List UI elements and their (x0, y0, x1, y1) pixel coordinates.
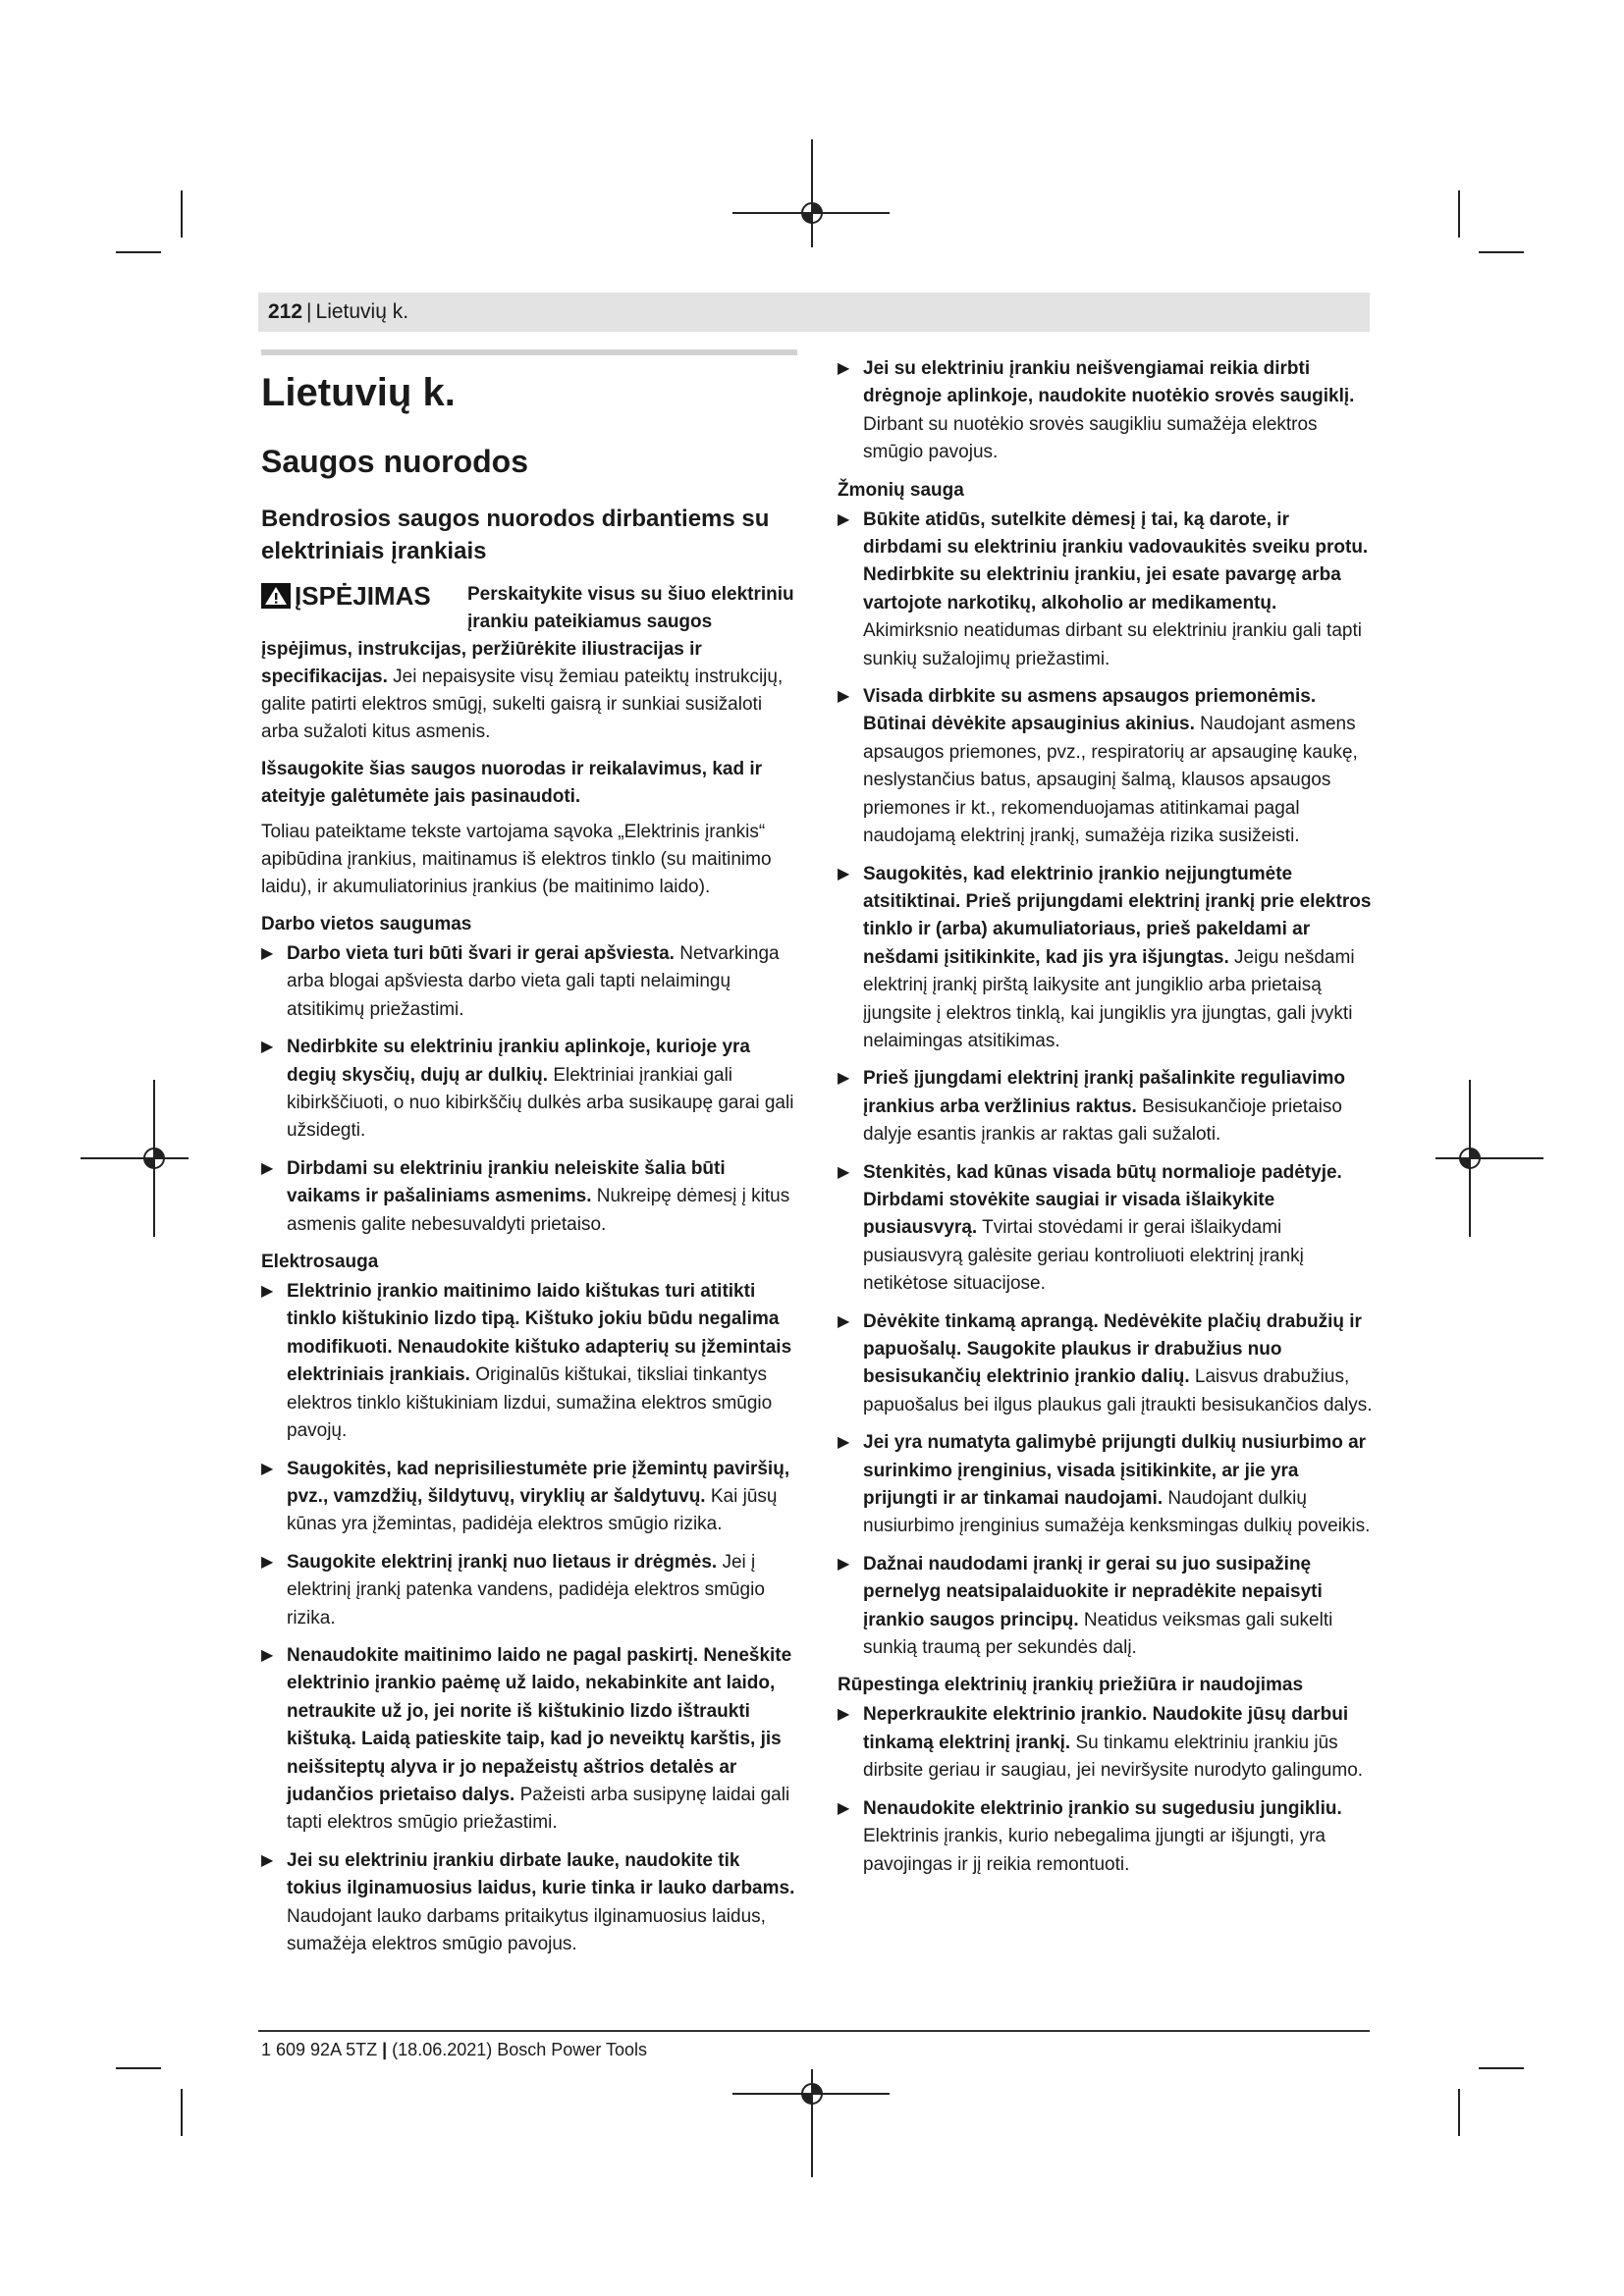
triangle-right-icon: ▶ (838, 865, 850, 882)
warning-lead: Perskaitykite visus su šiuo elektriniu įrankiu pateikiamus saugos (467, 584, 794, 632)
item-text: Dirbant su nuotėkio srovės saugikliu sumažėja elektros smūgio pavojus. (863, 413, 1318, 463)
list-item (261, 1155, 797, 1239)
section-title: Saugos nuorodos (261, 444, 528, 479)
work-area-title: Darbo vietos saugumas (261, 914, 472, 934)
header-separator: | (306, 300, 312, 323)
triangle-right-icon: ▶ (838, 360, 850, 377)
list-item (838, 507, 1373, 673)
item-bold: Dirbdami su elektriniu įrankiu neleiskite šalia būti vaikams ir pašaliniams asmenims. (287, 1157, 726, 1207)
triangle-right-icon: ▶ (261, 1553, 274, 1571)
list-item (261, 940, 797, 1024)
right-column (838, 355, 1373, 1889)
crop-mark (181, 190, 183, 238)
list-item (838, 1308, 1373, 1420)
list-item (838, 1795, 1373, 1879)
item-bold: Saugokitės, kad neprisiliestumėte prie įžemintų paviršių, pvz., vamzdžių, šildytuvų, viryklių ar šaldytuvų. (287, 1458, 790, 1507)
header-text (268, 298, 408, 326)
care-list (838, 1701, 1373, 1878)
triangle-right-icon: ▶ (838, 1312, 850, 1330)
item-text: Netvarkinga arba blogai apšviesta darbo vieta gali tapti nelaimingų atsitikimų priežastimi. (287, 943, 780, 1020)
list-item (838, 683, 1373, 850)
item-text: Jeigu nešdami elektrinį įrankį pirštą laikysite ant jungiklio arba prietaisą įjungsite į elektros tinklą, kai jungiklis yra įjungtas, gali įvykti nelaimingas atsitikimas. (863, 946, 1355, 1051)
keep-instructions: Išsaugokite šias saugos nuorodas ir reikalavimus, kad ir ateityje galėtumėte jais pasinaudoti. (261, 759, 763, 807)
item-bold: Saugokite elektrinį įrankį nuo lietaus ir drėgmės. (287, 1551, 718, 1573)
definition-paragraph: Toliau pateiktame tekste vartojama sąvoka „Elektrinis įrankis“ apibūdina įrankius, maitinamus iš elektros tinklo (su maitinimo laidu), ir akumuliatorinius įrankius (be maitinimo laido). (261, 822, 772, 897)
footer-company: Bosch Power Tools (497, 2040, 648, 2059)
list-item (261, 1034, 797, 1146)
item-bold: Jei su elektriniu įrankiu neišvengiamai reikia dirbti drėgnoje aplinkoje, naudokite nuotėkio srovės saugiklį. (863, 358, 1355, 407)
triangle-right-icon: ▶ (261, 1460, 274, 1477)
item-text: Pažeisti arba susipynę laidai gali tapti elektros smūgio priežastimi. (287, 1784, 790, 1834)
electrical-title: Elektrosauga (261, 1252, 379, 1273)
triangle-right-icon: ▶ (261, 1646, 274, 1664)
item-bold: Nenaudokite maitinimo laido ne pagal paskirtį. Neneškite elektrinio įrankio paėmę už laido, nekabinkite ant laido, netraukite už jo, jei norite iš kištukinio lizdo ištraukti kištuką. Laidą patieskite taip, kad jo neveiktų karštis, jis neišsiteptų alyva ir jo nepažeistų aštrios detalės ar judančios prietaiso dalys. (287, 1644, 792, 1805)
title-rule (261, 349, 797, 355)
footer-rule (258, 2030, 1370, 2032)
list-item (261, 1456, 797, 1539)
triangle-right-icon: ▶ (261, 1039, 274, 1056)
page-number: 212 (268, 300, 303, 323)
crop-mark (116, 2067, 161, 2069)
triangle-right-icon: ▶ (261, 1283, 274, 1301)
item-text: Laisvus drabužius, papuošalus bei ilgus plaukus gali įtraukti besisukančios dalys. (863, 1366, 1373, 1415)
list-item (261, 1278, 797, 1445)
item-bold: Jei yra numatyta galimybė prijungti dulkių nusiurbimo ar surinkimo įrenginius, visada įsitikinkite, ar jie yra prijungti ir ar tinkamai naudojami. (863, 1432, 1367, 1510)
header-language: Lietuvių k. (315, 300, 409, 323)
crop-mark (1458, 2089, 1460, 2136)
electrical-list (261, 1278, 797, 1958)
footer-date: (18.06.2021) (392, 2040, 493, 2059)
item-bold: Darbo vieta turi būti švari ir gerai apšviesta. (287, 943, 675, 964)
work-area-list (261, 940, 797, 1239)
triangle-right-icon: ▶ (838, 510, 850, 528)
item-text: Naudojant lauko darbams pritaikytus ilginamuosius laidus, sumažėja elektros smūgio pavojus. (287, 1905, 766, 1954)
list-item (838, 1159, 1373, 1299)
item-bold: Saugokitės, kad elektrinio įrankio neįjungtumėte atsitiktinai. Prieš prijungdami elektrinį įrankį prie elektros tinklo ir (arba) akumuliatoriaus, prieš pakeldami ar nešdami įsitikinkite, kad jis yra išjungtas. (863, 863, 1372, 968)
triangle-right-icon: ▶ (838, 1163, 850, 1181)
item-bold: Būkite atidūs, sutelkite dėmesį į tai, ką darote, ir dirbdami su elektriniu įrankiu vadovaukitės sveiku protu. Nedirbkite su elektriniu įrankiu, jei esate pavargę arba vartojote narkotikų, alkoholio ar medikamentų. (863, 508, 1369, 614)
list-item (838, 1551, 1373, 1663)
item-text: Naudojant dulkių nusiurbimo įrenginius sumažėja kenksmingas dulkių poveikis. (863, 1488, 1371, 1537)
warning-block (261, 581, 797, 636)
item-text: Elektrinis įrankis, kurio nebegalima įjungti ar išjungti, yra pavojingas ir jį reikia remontuoti. (863, 1826, 1326, 1875)
item-text: Jei į elektrinį įrankį patenka vandens, padidėja elektros smūgio rizika. (287, 1551, 765, 1629)
crosshair-registration-icon (141, 1146, 167, 1171)
list-item (261, 1642, 797, 1838)
triangle-right-icon: ▶ (838, 688, 850, 706)
item-text: Nukreipę dėmesį į kitus asmenis galite nebesuvaldyti prietaiso. (287, 1186, 790, 1235)
page-footer (261, 2038, 647, 2061)
crosshair-registration-icon (1457, 1146, 1483, 1171)
left-column (261, 349, 797, 1968)
personal-title: Žmonių sauga (838, 479, 964, 501)
warning-text: Jei nepaisysite visų žemiau pateiktų instrukcijų, galite patirti elektros smūgį, sukelti gaisrą ir sunkiai susižaloti arba sužaloti kitus asmenis. (261, 667, 784, 742)
item-text: Neatidus veiksmas gali sukelti sunkią traumą per sekundės dalį. (863, 1609, 1333, 1659)
triangle-right-icon: ▶ (838, 1434, 850, 1452)
page-header (258, 293, 1370, 332)
item-bold: Nenaudokite elektrinio įrankio su sugedusiu jungikliu. (863, 1797, 1342, 1819)
item-text: Besisukančioje prietaiso dalyje esantis įrankis ar raktas gali sužaloti. (863, 1095, 1342, 1146)
item-text: Kai jūsų kūnas yra įžemintas, padidėja elektros smūgio rizika. (287, 1485, 778, 1535)
warning-label (261, 581, 467, 611)
list-item (838, 1429, 1373, 1541)
warning-triangle-icon (261, 583, 291, 609)
footer-separator: | (382, 2040, 388, 2059)
list-item (838, 861, 1373, 1056)
list-item (838, 1065, 1373, 1148)
item-bold: Jei su elektriniu įrankiu dirbate lauke, naudokite tik tokius ilginamuosius laidus, kurie tinka ir lauko darbams. (287, 1849, 795, 1899)
triangle-right-icon: ▶ (261, 945, 274, 962)
item-bold: Visada dirbkite su asmens apsaugos priemonėmis. Būtinai dėvėkite apsauginius akinius. (863, 686, 1317, 735)
item-text: Naudojant asmens apsaugos priemones, pvz., respiratorių ar apsauginę kaukę, neslystančius batus, apsauginį šalmą, klausos apsaugos priemones ir kt., rekomenduojamas atitinkamai pagal naudojamą elektrinį įrankį, sumažėja rizika susižeisti. (863, 714, 1358, 847)
triangle-right-icon: ▶ (838, 1555, 850, 1573)
warning-bold: įspėjimus, instrukcijas, peržiūrėkite iliustracijas ir specifikacijas. (261, 639, 702, 687)
item-bold: Prieš įjungdami elektrinį įrankį pašalinkite reguliavimo įrankius arba veržlinius raktus. (863, 1068, 1346, 1117)
crop-mark (1458, 190, 1460, 238)
list-item (838, 355, 1373, 467)
list-item (838, 1701, 1373, 1785)
doc-number: 1 609 92A 5TZ (261, 2040, 378, 2059)
item-bold: Neperkraukite elektrinio įrankio. Naudokite jūsų darbui tinkamą elektrinį įrankį. (863, 1704, 1349, 1753)
item-bold: Dažnai naudodami įrankį ir gerai su juo susipažinę pernelyg neatsipalaiduokite ir nepradėkite nepaisyti įrankio saugos principų. (863, 1553, 1323, 1630)
crop-mark (1479, 251, 1524, 253)
personal-list (838, 507, 1373, 1663)
registration-line (811, 139, 813, 247)
triangle-right-icon: ▶ (261, 1851, 274, 1869)
triangle-right-icon: ▶ (838, 1799, 850, 1817)
crosshair-registration-icon (799, 200, 825, 226)
triangle-right-icon: ▶ (838, 1706, 850, 1724)
item-text: Akimirksnio neatidumas dirbant su elektriniu įrankiu gali tapti sunkių sužalojimų priežastimi. (863, 620, 1362, 669)
triangle-right-icon: ▶ (838, 1070, 850, 1088)
list-item (261, 1549, 797, 1632)
registration-line (1435, 1157, 1543, 1159)
warning-paragraph (261, 636, 797, 746)
page-title: Lietuvių k. (261, 371, 456, 414)
crop-mark (181, 2089, 183, 2136)
item-text: Su tinkamu elektriniu įrankiu jūs dirbsite geriau ir saugiau, jei neviršysite nurodyto galingumo. (863, 1732, 1364, 1782)
crop-mark (1479, 2067, 1524, 2069)
item-text: Elektriniai įrankiai gali kibirkščiuoti, o nuo kibirkščių dulkės arba susikaupę garai gali užsidegti. (287, 1064, 794, 1142)
item-text: Originalūs kištukai, tiksliai tinkantys elektros tinklo kištukiniam lizdui, sumažina elektros smūgio pavojų. (287, 1364, 773, 1442)
triangle-right-icon: ▶ (261, 1159, 274, 1177)
warning-label-text: ĮSPĖJIMAS (295, 581, 431, 611)
crop-mark (116, 251, 161, 253)
item-bold: Stenkitės, kad kūnas visada būtų normalioje padėtyje. Dirbdami stovėkite saugiai ir visada išlaikykite pusiausvyrą. (863, 1161, 1342, 1239)
item-bold: Elektrinio įrankio maitinimo laido kištukas turi atitikti tinklo kištukinio lizdo tipą. Kištuko jokiu būdu negalima modifikuoti. Nenaudokite kištuko adapterių su įžemintais elektriniais įrankiais. (287, 1281, 792, 1386)
registration-line (81, 1157, 189, 1159)
item-text: Tvirtai stovėdami ir gerai išlaikydami pusiausvyrą galėsite geriau kontroliuoti elektrinį įrankį netikėtose situacijose. (863, 1217, 1304, 1295)
care-title: Rūpestinga elektrinių įrankių priežiūra ir naudojimas (838, 1675, 1304, 1696)
list-item (261, 1847, 797, 1959)
item-bold: Dėvėkite tinkamą aprangą. Nedėvėkite plačių drabužių ir papuošalų. Saugokite plaukus ir drabužius nuo besisukančių elektrinio įrankio dalių. (863, 1310, 1362, 1388)
crosshair-registration-icon (799, 2081, 825, 2107)
item-bold: Nedirbkite su elektriniu įrankiu aplinkoje, kurioje yra degių skysčių, dujų ar dulkių. (287, 1037, 750, 1086)
section-heading: Bendrosios saugos nuorodos dirbantiems su elektriniais įrankiais (261, 506, 770, 564)
